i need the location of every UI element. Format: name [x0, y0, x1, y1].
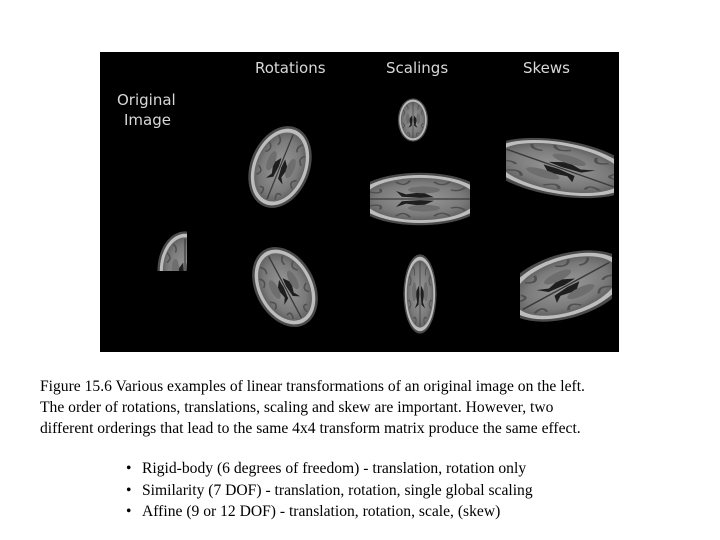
skewed-brain-top: [506, 122, 614, 214]
original-brain-image: [123, 187, 187, 271]
original-image-label-line2: Image: [124, 111, 171, 129]
original-image-label-line1: Original: [117, 91, 176, 109]
caption-line-3: different orderings that lead to the same 4x4 transform matrix produce the same effect.: [40, 420, 581, 437]
scalings-column-label: Scalings: [386, 59, 449, 77]
skewed-brain-bottom: [520, 234, 612, 338]
rotated-brain-top: [245, 122, 315, 212]
transformation-types-list: [126, 458, 706, 523]
skews-column-label: Skews: [523, 59, 570, 77]
figure-caption: [40, 376, 700, 439]
scaled-brain-tall: [402, 252, 438, 336]
brain-transformations-figure: [100, 52, 619, 352]
scaled-brain-wide: [370, 159, 470, 239]
list-item-affine: • Affine (9 or 12 DOF) - translation, rotation, scale, (skew): [126, 501, 706, 523]
list-item-rigid-body: • Rigid-body (6 degrees of freedom) - translation, rotation only: [126, 458, 706, 480]
rotations-column-label: Rotations: [255, 59, 326, 77]
caption-line-1: Figure 15.6 Various examples of linear transformations of an original image on the left.: [40, 378, 585, 395]
list-item-similarity: • Similarity (7 DOF) - translation, rotation, single global scaling: [126, 480, 706, 502]
rotated-brain-bottom: [250, 242, 320, 332]
caption-line-2: The order of rotations, translations, scaling and skew are important. However, two: [40, 399, 554, 416]
scaled-brain-small: [396, 97, 430, 143]
